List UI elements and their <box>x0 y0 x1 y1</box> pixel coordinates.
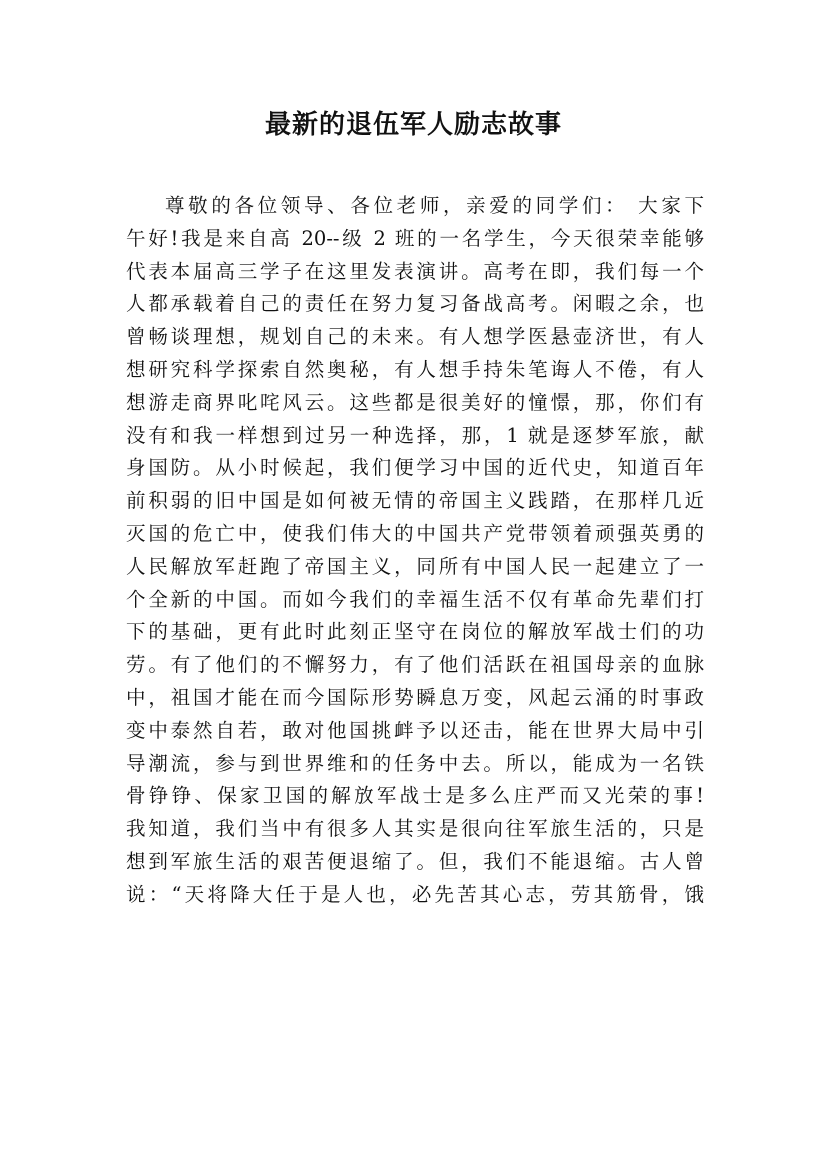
body-line: 人民解放军赶跑了帝国主义，同所有中国人民一起建立了一 <box>126 554 704 578</box>
body-line: 想研究科学探索自然奥秘，有人想手持朱笔诲人不倦，有人 <box>126 357 704 381</box>
body-line: 尊敬的各位领导、各位老师，亲爱的同学们： 大家下 <box>165 194 704 217</box>
document-body <box>126 190 704 912</box>
body-line: 人都承载着自己的责任在努力复习备战高考。闲暇之余，也 <box>126 292 704 316</box>
body-line: 没有和我一样想到过另一种选择，那，1 就是逐梦军旅，献 <box>126 423 704 447</box>
body-line: 劳。有了他们的不懈努力，有了他们活跃在祖国母亲的血脉 <box>126 653 704 677</box>
body-line: 代表本届高三学子在这里发表演讲。高考在即，我们每一个 <box>126 259 704 283</box>
body-line: 身国防。从小时候起，我们便学习中国的近代史，知道百年 <box>126 456 704 480</box>
body-line: 骨铮铮、保家卫国的解放军战士是多么庄严而又光荣的事! <box>126 784 704 808</box>
body-line: 我知道，我们当中有很多人其实是很向往军旅生活的，只是 <box>126 817 704 841</box>
body-line: 说：“天将降大任于是人也，必先苦其心志，劳其筋骨，饿 <box>126 882 704 906</box>
body-line: 想到军旅生活的艰苦便退缩了。但，我们不能退缩。古人曾 <box>126 849 704 873</box>
body-line: 个全新的中国。而如今我们的幸福生活不仅有革命先辈们打 <box>126 587 704 611</box>
body-line: 导潮流，参与到世界维和的任务中去。所以，能成为一名铁 <box>126 751 704 775</box>
body-line: 午好!我是来自高 20--级 2 班的一名学生，今天很荣幸能够 <box>126 226 704 250</box>
body-line: 变中泰然自若，敢对他国挑衅予以还击，能在世界大局中引 <box>126 718 704 742</box>
body-line: 下的基础，更有此时此刻正坚守在岗位的解放军战士们的功 <box>126 620 704 644</box>
body-line: 中，祖国才能在而今国际形势瞬息万变，风起云涌的时事政 <box>126 685 704 709</box>
body-line: 想游走商界叱咤风云。这些都是很美好的憧憬，那，你们有 <box>126 390 704 414</box>
body-line: 灭国的危亡中，使我们伟大的中国共产党带领着顽强英勇的 <box>126 521 704 545</box>
document-title: 最新的退伍军人励志故事 <box>264 110 562 140</box>
body-line: 前积弱的旧中国是如何被无情的帝国主义践踏，在那样几近 <box>126 489 704 513</box>
body-line: 曾畅谈理想，规划自己的未来。有人想学医悬壶济世，有人 <box>126 325 704 349</box>
